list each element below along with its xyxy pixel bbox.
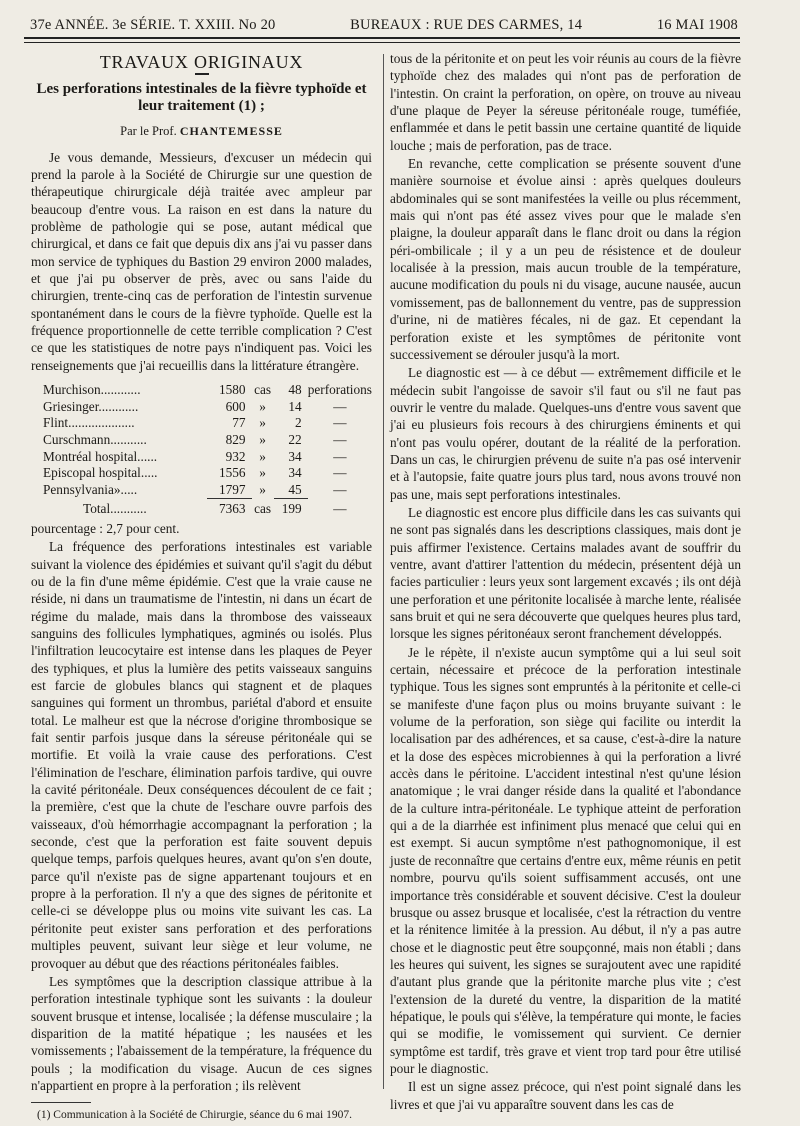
table-row <box>43 465 372 482</box>
row-dots: ........... <box>110 431 147 447</box>
total-dots: ........... <box>110 501 147 517</box>
total-label-col: — <box>333 501 347 517</box>
row-name: Murchison <box>43 382 101 398</box>
row-dots: »..... <box>113 481 138 497</box>
header-issue-info: 37e ANNÉE. 3e SÉRIE. T. XXIII. No 20 <box>30 16 276 33</box>
header-rule <box>24 37 740 39</box>
article-title: Les perforations intestinales de la fièvre typhoïde et leur traitement (1) ; <box>36 81 367 115</box>
right-column <box>390 50 741 1114</box>
row-dots: ...... <box>137 448 158 464</box>
row-perforations: 48 <box>288 382 302 398</box>
row-name: Pennsylvania <box>43 481 114 497</box>
table-row <box>43 382 372 399</box>
row-dots: ............ <box>98 398 139 414</box>
author-line <box>31 123 372 140</box>
row-unit: » <box>259 465 266 481</box>
footnote: (1) Communication à la Société de Chirurgie, séance du 6 mai 1907. <box>37 1109 352 1122</box>
total-unit: cas <box>254 501 272 517</box>
row-perforations: 34 <box>288 465 302 481</box>
row-unit: » <box>259 431 266 447</box>
row-perforations: 14 <box>288 398 302 414</box>
row-perforations: 34 <box>288 448 302 464</box>
row-label: — <box>333 448 347 464</box>
row-label: — <box>333 398 347 414</box>
section-title: TRAVAUX ORIGINAUX <box>99 52 304 72</box>
paragraph: La fréquence des perforations intestinales est variable suivant la violence des épidémies et suivant qu'il s'agit du début ou de la fin d'une même épidémie. C'est que la vraie cause ne réside, ni dans un traumatisme de l'intestin, ni dans un écart de régime du malade, mais dans la thrombose des vaisseaux sanguins des follicules lymphatiques, agminés ou isolés. Plus l'infiltration leucocytaire est intense dans les plaques de Peyer des typhiques, et plus la lumière des petits vaisseaux sanguins est farcie de globules blancs qui stagnent et de plaques sanguines qui forment un thrombus, pariétal d'abord et ensuite total. Le malheur est que la nécrose d'origine thrombosique se fait sentir parfois jusque dans la séreuse péritonéale qui se mortifie. Et voilà la vraie cause des perforations. C'est l'élimination de l'eschare, élimination parfois tardive, qui ouvre la cavité péritonéale. Deux conséquences découlent de ce fait ; la première, c'est que la chute de l'eschare ouvre parfois des vaisseaux, d'où hémorrhagie accompagnant la perforation ; la seconde, c'est que la perforation est faite souvent depuis quelque temps, parfois quelques heures, avant qu'on s'en doute, parce qu'il n'existe pas de signe appartenant toujours et en propre à la perforation. Il n'y a que des signes de péritonite et celle-ci se développe plus ou moins vite suivant les cas. La péritonite peut exister sans perforation et des perforations multiples peuvent, suivant leur siège et leur volume, ne provoquer au début que des réactions péritonéales faibles. <box>31 539 372 971</box>
paragraph: Le diagnostic est encore plus difficile dans les cas suivants qui ne sont pas signalés dans les descriptions classiques, mais dont je puis affirmer l'existence. Certains malades avant de souffrir du ventre, avant d'attirer l'attention du médecin, présentent déjà un facies particulier : leurs yeux sont largement excavés ; ils ont déjà une perforation et une péritonite localisée à marche lente, réalisée sans bruit et qui ne sera découverte que quelques heures plus tard, lorsque les signes péritonéaux seront franchement développés. <box>390 504 741 642</box>
header-rule-thin <box>24 42 740 43</box>
paragraph: Il est un signe assez précoce, qui n'est point signalé dans les livres et que j'ai vu apparaître souvent dans les cas de <box>390 1079 741 1112</box>
total-label: Total <box>83 501 111 517</box>
row-name: Curschmann <box>43 431 111 447</box>
column-divider <box>383 54 384 1089</box>
row-dots: ..... <box>140 465 158 481</box>
row-cases: 829 <box>225 431 246 447</box>
table-row <box>43 399 372 416</box>
title-dash <box>195 73 209 75</box>
row-dots: ............ <box>100 382 141 398</box>
author-name: CHANTEMESSE <box>179 124 283 139</box>
row-cases: 1797 <box>218 481 246 497</box>
paragraph: En revanche, cette complication se présente souvent d'une manière sournoise et évolue ainsi : après quelques douleurs abdominales qui se sont manifestées la veille ou plus récemment, mais qui n'ont pas été assez vives pour que le malade s'en plaigne, la douleur apparaît dans le flanc droit ou dans la région péri-ombilicale ; il y a un peu de résistence et de douleur localisée à la pression, mais aucun trouble de la température, aucune modification du pouls ni du visage, aucune nausée, aucun vomissement, pas de ballonnement du ventre, pas de suppression d'urine, ni de matières fécales, ni de gaz. Et cependant la perforation existe et les symptômes de péritonite vont successivement se dérouler jusqu'à la mort. <box>390 156 741 362</box>
row-cases: 932 <box>225 448 246 464</box>
table-row <box>43 432 372 449</box>
row-label: — <box>333 431 347 447</box>
header-address: BUREAUX : RUE DES CARMES, 14 <box>350 16 583 33</box>
row-name: Flint <box>43 415 69 431</box>
row-name: Montréal hospital <box>43 448 138 464</box>
header-date: 16 MAI 1908 <box>656 16 738 33</box>
paragraph: Les symptômes que la description classique attribue à la perforation intestinale typhique sont les suivants : la douleur souvent brusque et intense, localisée ; la défense musculaire ; la disparition de la matité hépatique ; les nausées et les vomissements ; l'abaissement de la température, la fréquence du pouls ; la modification du visage. Aucun de ces signes n'appartient en propre à la perforation ; ils relèvent <box>31 973 372 1093</box>
paragraph: Je vous demande, Messieurs, d'excuser un médecin qui prend la parole à la Société de Chirurgie sur une question de thérapeutique chirurgicale déjà traitée avec ampleur par beaucoup d'entre vous. La raison en est dans la nature du problème de pathologie qui se pose, autant médical que chirurgical, et dans ce fait que depuis dix ans j'ai vu passer dans mon service de typhiques du Bastion 29 environ 2000 malades, et que j'ai pu observer de près, avec ou sans l'aide du chirurgien, trente-cinq cas de perforation de l'intestin survenue spontanément dans le cours de la fièvre typhoïde. Quelle est la fréquence proportionnelle de cette terrible complication ? C'est ce que les statistiques de notre pays n'indiquent pas. Voici les renseignements que j'ai recueillis dans la littérature étrangère. <box>31 149 372 373</box>
row-unit: cas <box>254 382 272 398</box>
row-dots: .................... <box>68 415 135 431</box>
row-cases: 1556 <box>218 465 246 481</box>
total-perforations: 199 <box>274 499 308 518</box>
row-unit: » <box>259 481 266 497</box>
row-name: Griesinger <box>43 398 99 414</box>
row-perforations: 45 <box>288 481 302 497</box>
table-row <box>43 449 372 466</box>
page-header <box>30 14 738 36</box>
row-label: — <box>333 415 347 431</box>
paragraph: tous de la péritonite et on peut les voir réunis au cours de la fièvre typhoïde chez des malades qui n'ont pas de perforation de l'intestin. On craint la perforation, on opère, on trouve au niveau d'une plaque de Peyer la séreuse péritonéale rouge, tuméfiée, enflammée et dans le petit bassin une certaine quantité de liquide louche ; mais de perforation, pas de trace. <box>390 51 741 153</box>
total-cases: 7363 <box>207 499 252 518</box>
row-label: perforations <box>307 382 372 398</box>
perforation-statistics-table <box>43 382 372 518</box>
row-unit: » <box>259 415 266 431</box>
row-label: — <box>333 465 347 481</box>
footnote-rule <box>31 1102 91 1103</box>
row-perforations: 2 <box>295 415 302 431</box>
row-cases: 600 <box>225 398 246 414</box>
left-column <box>31 50 372 1126</box>
table-total-row <box>43 499 372 518</box>
row-perforations: 22 <box>288 431 302 447</box>
row-cases: 1580 <box>218 382 246 398</box>
row-name: Episcopal hospital <box>43 465 141 481</box>
author-prefix: Par le Prof. <box>120 124 177 139</box>
row-label: — <box>333 481 347 497</box>
table-row <box>43 482 372 499</box>
row-unit: » <box>259 398 266 414</box>
row-cases: 77 <box>232 415 246 431</box>
table-row <box>43 415 372 432</box>
paragraph: Le diagnostic est — à ce début — extrêmement difficile et le médecin subit l'angoisse de savoir s'il faut ou s'il ne faut pas ouvrir le ventre du malade. Quelques-uns d'entre vous savent que j'ai eu plusieurs fois recours à des chirurgiens éminents et qui n'ont pas voulu opérer, doutant de la réalité de la perforation. Dans un cas, le chirurgien prévenu de suite n'a pas osé intervenir et à l'autopsie, faite quatre jours plus tard, nous avons trouvé non pas une, mais sept perforations intestinales. <box>390 365 741 502</box>
row-unit: » <box>259 448 266 464</box>
paragraph: Je le répète, il n'existe aucun symptôme qui a lui seul soit certain, nécessaire et précoce de la perforation intestinale typhique. Tous les signes sont empruntés à la péritonite et celle-ci se manifeste d'une façon plus ou moins bruyante suivant : le volume de la perforation, son siège qui facilite ou interdit la localisation par des adhérences, et sa cause, c'est-à-dire la nature et la dose des espèces microbiennes à qui la perforation a livré accès dans le péritoine. L'accident intestinal n'est qu'une lésion anatomique ; le vrai danger réside dans la qualité et l'abondance de la culture intra-péritonéale. Le typhique atteint de perforation qui a de la diarrhée est infiniment plus menacé que celui qui en est exempt. Si aucun symptôme n'est pathognomonique, il est juste de reconnaître que certains d'entre eux, même réunis en petit nombre, pourvu qu'ils soient suffisamment accusés, ont une importance très considérable et souvent décisive. C'est la douleur brusque ou assez brusque et localisée, c'est la rétraction du ventre et la rénitence limitée à la pression. Au début, il n'y a pas autre chose et le diagnostic peut être soupçonné, mais non établi ; dans les heures qui suivent, les signes se surajoutent avec une rapidité d'autant plus grande que la péritonite marche plus vite ; c'est l'extension de la dureté du ventre, la disparition de la matité hépatique, le pouls qui s'élève, la température qui monte, le facies qui se modifie, le vomissement qui survient. Ce dernier symptôme est tardif, très grave et vient trop tard pour être utilisé pour le diagnostic. <box>390 644 741 1076</box>
percentage-line: pourcentage : 2,7 pour cent. <box>31 520 180 536</box>
